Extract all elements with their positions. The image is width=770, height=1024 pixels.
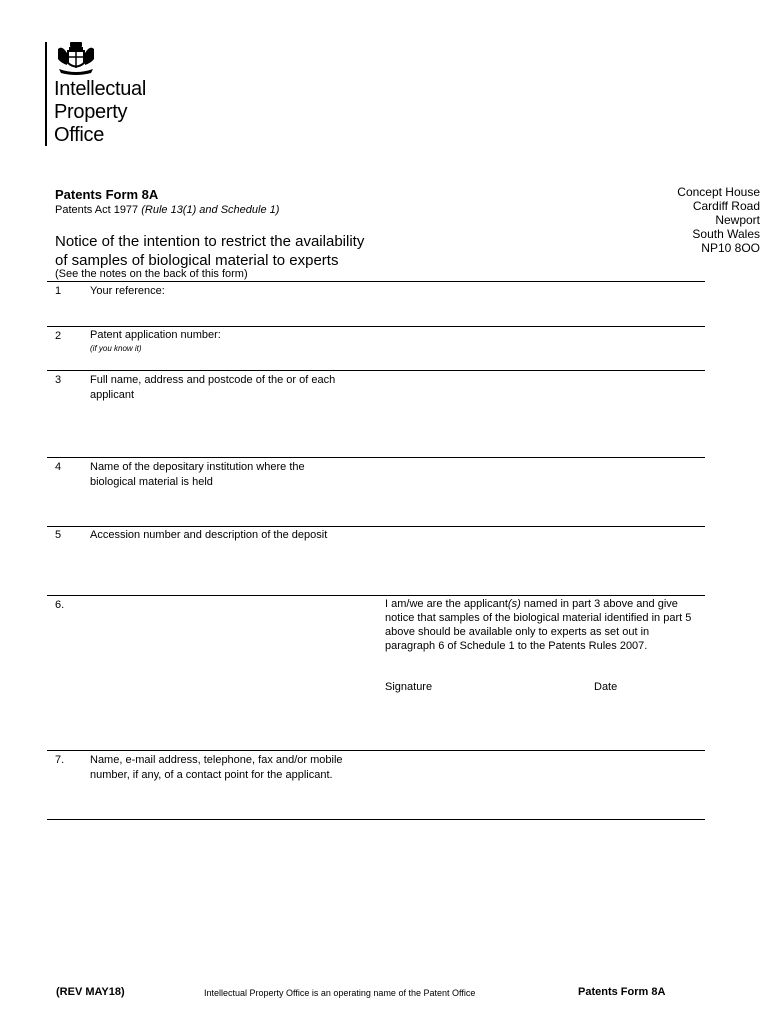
section-label: Accession number and description of the deposit: [90, 529, 328, 541]
section-label: Name, e-mail address, telephone, fax and/or mobile number, if any, of a contact point for the applicant.: [90, 754, 343, 781]
section-divider: [47, 326, 705, 327]
logo-line: Intellectual: [54, 78, 147, 100]
date-label: Date: [594, 681, 618, 693]
revision-label: (REV MAY18): [56, 986, 125, 998]
act-text: Patents Act 1977: [55, 204, 142, 216]
headline-line: of samples of biological material to experts: [55, 252, 339, 269]
declaration-part: (s): [507, 598, 521, 610]
office-address: [677, 185, 760, 255]
section-sublabel: (if you know it): [90, 344, 142, 353]
date-field[interactable]: [594, 697, 704, 742]
section-divider: [47, 370, 705, 371]
application-number-field[interactable]: [380, 328, 705, 369]
address-line: Cardiff Road: [692, 199, 760, 213]
royal-crest-icon: [55, 41, 97, 77]
signature-label: Signature: [385, 681, 433, 693]
address-line: Concept House: [677, 185, 760, 199]
applicant-details-field[interactable]: [380, 372, 705, 456]
contact-point-field[interactable]: [380, 752, 705, 818]
footer-note: Intellectual Property Office is an operating name of the Patent Office: [204, 988, 476, 998]
section-number: 3: [55, 374, 62, 386]
section-number: 5: [55, 529, 62, 541]
section-number: 7.: [55, 754, 65, 766]
headline-line: Notice of the intention to restrict the availability: [55, 233, 365, 250]
logo-line: Property: [54, 101, 128, 123]
declaration-part: named in part 3 above and give notice that samples of the biological material identified in part 5 above should be available only to experts as set out in paragraph 6 of Schedule 1 to the Patents Rules 2007.: [385, 598, 692, 652]
section-number: 1: [55, 285, 62, 297]
address-line: South Wales: [692, 227, 760, 241]
declaration-text: [385, 597, 700, 653]
see-notes: (See the notes on the back of this form): [55, 268, 248, 280]
section-number: 6.: [55, 599, 65, 611]
your-reference-field[interactable]: [380, 283, 705, 325]
depositary-institution-field[interactable]: [380, 459, 705, 525]
declaration-part: I am/we are the applicant: [385, 598, 508, 610]
logo-divider: [45, 42, 47, 146]
section-divider: [47, 750, 705, 751]
section-label: Full name, address and postcode of the or of each applicant: [90, 374, 336, 401]
section-label: Patent application number:: [90, 329, 221, 341]
ipo-logo-text: [54, 78, 146, 147]
signature-field[interactable]: [385, 697, 585, 742]
form-headline: [55, 232, 364, 270]
section-divider: [47, 281, 705, 282]
section-divider: [47, 457, 705, 458]
address-line: Newport: [715, 213, 760, 227]
section-divider: [47, 819, 705, 820]
section-number: 4: [55, 461, 62, 473]
section-divider: [47, 595, 705, 596]
form-act: [55, 204, 279, 216]
accession-number-field[interactable]: [380, 528, 705, 594]
section-number: 2: [55, 330, 62, 342]
act-rule-text: (Rule 13(1) and Schedule 1): [141, 204, 280, 216]
form-title: Patents Form 8A: [55, 187, 159, 202]
address-line: NP10 8OO: [701, 241, 760, 255]
section-label: Your reference:: [90, 285, 165, 297]
section-label: Name of the depositary institution where the biological material is held: [90, 461, 305, 488]
logo-line: Office: [54, 124, 105, 146]
footer-form-name: Patents Form 8A: [578, 986, 666, 998]
section-divider: [47, 526, 705, 527]
